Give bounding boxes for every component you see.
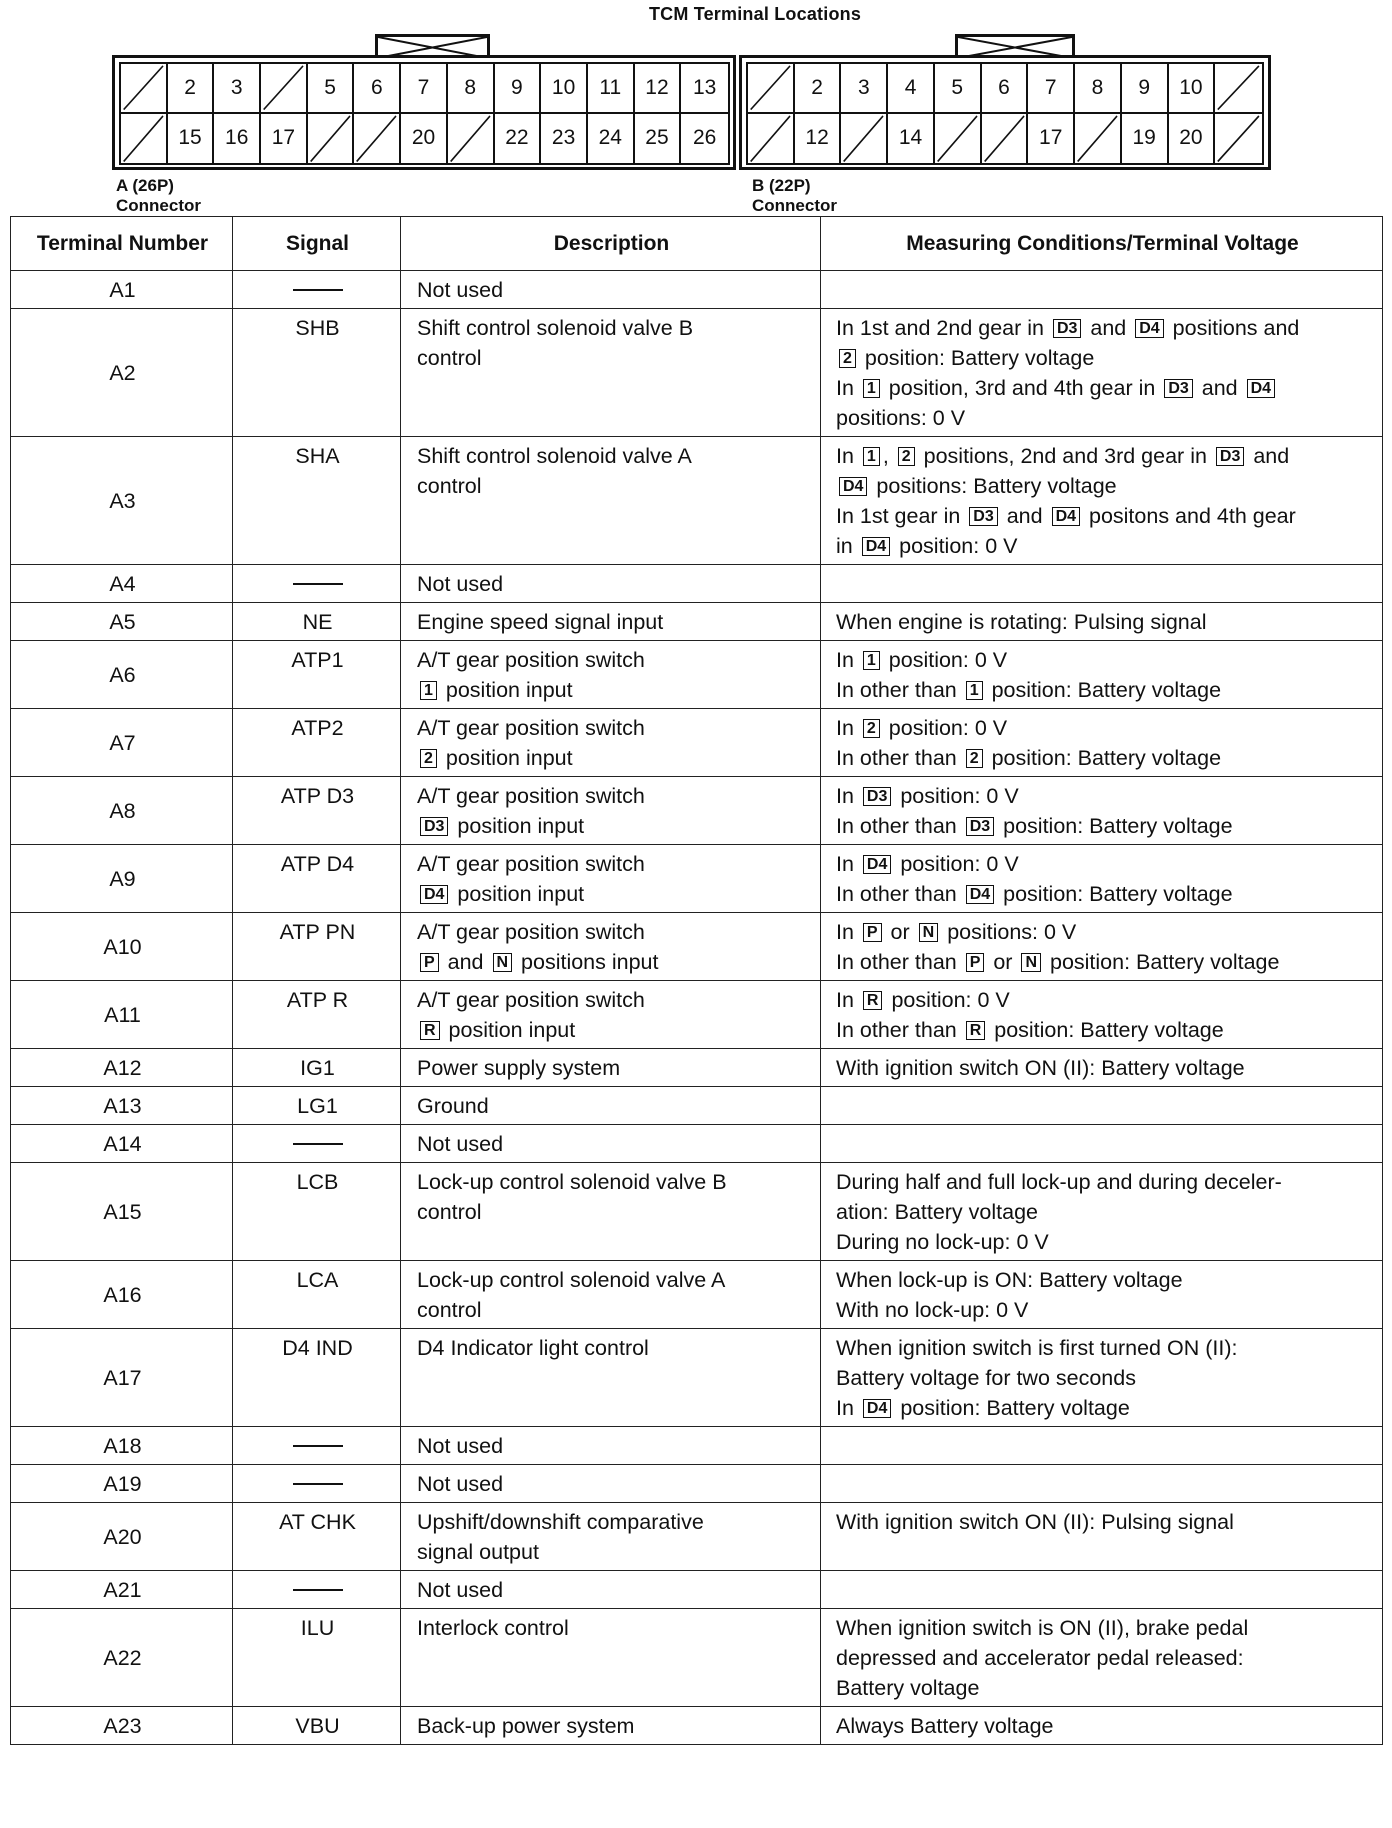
position-symbol-icon: 1 (863, 447, 880, 466)
connector-b-pin: 12 (795, 114, 842, 164)
terminal-cell: A23 (11, 1707, 233, 1745)
position-symbol-icon: R (966, 1021, 986, 1040)
position-symbol-icon: D4 (420, 885, 448, 904)
description-cell (401, 777, 821, 845)
text-line: control (417, 1298, 482, 1322)
connector-a-pin: 8 (448, 64, 495, 114)
table-row (11, 309, 1383, 437)
text-line: Shift control solenoid valve A (417, 444, 692, 468)
connector-b-pin: 9 (1122, 64, 1169, 114)
connector-a-pin: 22 (495, 114, 542, 164)
header-terminal-number: Terminal Number (11, 217, 233, 271)
terminal-cell: A4 (11, 565, 233, 603)
table-row (11, 777, 1383, 845)
text-line: When ignition switch is first turned ON (II): (836, 1336, 1238, 1360)
connector-a-pin: 11 (588, 64, 635, 114)
signal-cell: LG1 (233, 1087, 401, 1125)
description-cell (401, 565, 821, 603)
text-line: In P or N positions: 0 V (836, 920, 1077, 944)
position-symbol-icon: P (966, 953, 985, 972)
terminal-cell: A19 (11, 1465, 233, 1503)
description-cell (401, 1049, 821, 1087)
text-line: A/T gear position switch (417, 852, 645, 876)
description-cell (401, 1609, 821, 1707)
position-symbol-icon: 2 (420, 749, 437, 768)
terminal-cell: A1 (11, 271, 233, 309)
position-symbol-icon: D4 (966, 885, 994, 904)
description-cell (401, 1261, 821, 1329)
position-symbol-icon: R (863, 991, 883, 1010)
description-cell (401, 1465, 821, 1503)
connector-b-pin: 20 (1169, 114, 1216, 164)
connector-a-pin: 13 (681, 64, 728, 114)
connector-a-empty-pin (121, 114, 168, 164)
position-symbol-icon: D3 (863, 787, 891, 806)
text-line: In D4 position: 0 V (836, 852, 1019, 876)
measurement-cell (821, 565, 1383, 603)
connector-a-pin: 24 (588, 114, 635, 164)
connector-a-pin: 7 (401, 64, 448, 114)
position-symbol-icon: 1 (863, 379, 880, 398)
terminal-cell: A15 (11, 1163, 233, 1261)
text-line: During half and full lock-up and during deceler- (836, 1170, 1282, 1194)
text-line: R position input (417, 1015, 808, 1045)
terminal-cell: A13 (11, 1087, 233, 1125)
connector-a-pin: 10 (541, 64, 588, 114)
connector-b-empty-pin (748, 64, 795, 114)
dash-icon (293, 289, 343, 291)
terminal-cell: A10 (11, 913, 233, 981)
text-line: Not used (417, 572, 504, 596)
signal-cell: IG1 (233, 1049, 401, 1087)
connector-b-empty-pin (1215, 114, 1262, 164)
connector-b-pin: 4 (888, 64, 935, 114)
position-symbol-icon: D3 (1053, 319, 1081, 338)
measurement-cell (821, 1125, 1383, 1163)
text-line: When lock-up is ON: Battery voltage (836, 1268, 1183, 1292)
connector-a-pin: 15 (168, 114, 215, 164)
position-symbol-icon: 1 (863, 651, 880, 670)
text-line: 1 position input (417, 675, 808, 705)
table-row (11, 1465, 1383, 1503)
text-line: A/T gear position switch (417, 988, 645, 1012)
signal-cell: AT CHK (233, 1503, 401, 1571)
description-cell (401, 437, 821, 565)
measurement-cell (821, 777, 1383, 845)
terminal-cell: A16 (11, 1261, 233, 1329)
signal-cell (233, 1125, 401, 1163)
text-line: In 1 , 2 positions, 2nd and 3rd gear in D3 and (836, 444, 1290, 468)
measurement-cell (821, 1261, 1383, 1329)
text-line: In other than D4 position: Battery voltage (836, 882, 1233, 906)
position-symbol-icon: D4 (862, 537, 890, 556)
measurement-cell (821, 1465, 1383, 1503)
measurement-cell (821, 1427, 1383, 1465)
text-line: A/T gear position switch (417, 648, 645, 672)
table-row (11, 1261, 1383, 1329)
table-row (11, 271, 1383, 309)
connector-b-pin: 10 (1169, 64, 1216, 114)
measurement-cell (821, 603, 1383, 641)
text-line: Battery voltage (836, 1676, 980, 1700)
measurement-cell (821, 981, 1383, 1049)
terminal-cell: A7 (11, 709, 233, 777)
connector-b-pin: 6 (982, 64, 1029, 114)
connector-a-pin: 25 (635, 114, 682, 164)
connector-a-pin: 23 (541, 114, 588, 164)
text-line: In other than 1 position: Battery voltage (836, 678, 1222, 702)
position-symbol-icon: D3 (969, 507, 997, 526)
connector-a-empty-pin (308, 114, 355, 164)
description-cell (401, 709, 821, 777)
connector-b-empty-pin (982, 114, 1029, 164)
connector-a-label: A (26P) Connector (116, 176, 201, 215)
position-symbol-icon: D4 (863, 1399, 891, 1418)
signal-cell (233, 565, 401, 603)
signal-cell (233, 271, 401, 309)
connector-a-pin: 3 (214, 64, 261, 114)
position-symbol-icon: N (493, 953, 513, 972)
position-symbol-icon: D4 (839, 477, 867, 496)
table-body (11, 271, 1383, 1745)
text-line: control (417, 474, 482, 498)
table-row (11, 1049, 1383, 1087)
position-symbol-icon: 2 (898, 447, 915, 466)
text-line: positions: 0 V (836, 406, 966, 430)
dash-icon (293, 1143, 343, 1145)
dash-icon (293, 1483, 343, 1485)
text-line: Not used (417, 1472, 504, 1496)
connector-b-pin: 14 (888, 114, 935, 164)
table-header-row (11, 217, 1383, 271)
measurement-cell (821, 1329, 1383, 1427)
position-symbol-icon: P (863, 923, 882, 942)
table-row (11, 1503, 1383, 1571)
connector-b-pin: 8 (1075, 64, 1122, 114)
terminal-cell: A8 (11, 777, 233, 845)
measurement-cell (821, 1163, 1383, 1261)
text-line: In D4 position: Battery voltage (836, 1396, 1130, 1420)
description-cell (401, 1571, 821, 1609)
connector-b-empty-pin (748, 114, 795, 164)
measurement-cell (821, 1571, 1383, 1609)
measurement-cell (821, 641, 1383, 709)
text-line: A/T gear position switch (417, 920, 645, 944)
description-cell (401, 1329, 821, 1427)
text-line: D4 Indicator light control (417, 1336, 649, 1360)
signal-cell: LCB (233, 1163, 401, 1261)
position-symbol-icon: D3 (1216, 447, 1244, 466)
measurement-cell (821, 437, 1383, 565)
table-row (11, 1707, 1383, 1745)
text-line: Lock-up control solenoid valve B (417, 1170, 727, 1194)
signal-cell (233, 1571, 401, 1609)
description-cell (401, 913, 821, 981)
text-line: Power supply system (417, 1056, 621, 1080)
text-line: Lock-up control solenoid valve A (417, 1268, 726, 1292)
table-row (11, 1125, 1383, 1163)
text-line: Not used (417, 278, 504, 302)
description-cell (401, 1427, 821, 1465)
dash-icon (293, 1589, 343, 1591)
terminal-cell: A18 (11, 1427, 233, 1465)
signal-cell: SHB (233, 309, 401, 437)
measurement-cell (821, 1707, 1383, 1745)
connector-b-pin: 17 (1028, 114, 1075, 164)
terminal-cell: A9 (11, 845, 233, 913)
connector-a-pin: 12 (635, 64, 682, 114)
header-signal: Signal (233, 217, 401, 271)
signal-cell: NE (233, 603, 401, 641)
header-measuring-conditions: Measuring Conditions/Terminal Voltage (821, 217, 1383, 271)
terminal-cell: A22 (11, 1609, 233, 1707)
text-line: Not used (417, 1434, 504, 1458)
measurement-cell (821, 271, 1383, 309)
position-symbol-icon: 1 (966, 681, 983, 700)
table-row (11, 845, 1383, 913)
connector-a-pin: 16 (214, 114, 261, 164)
signal-cell: ATP PN (233, 913, 401, 981)
table-row (11, 1609, 1383, 1707)
table-row (11, 913, 1383, 981)
table-row (11, 709, 1383, 777)
signal-cell: ATP D3 (233, 777, 401, 845)
position-symbol-icon: D4 (863, 855, 891, 874)
description-cell (401, 271, 821, 309)
terminal-cell: A3 (11, 437, 233, 565)
connector-a-pin: 9 (495, 64, 542, 114)
position-symbol-icon: 2 (966, 749, 983, 768)
description-cell (401, 603, 821, 641)
signal-cell: ILU (233, 1609, 401, 1707)
text-line: A/T gear position switch (417, 716, 645, 740)
text-line: P and N positions input (417, 947, 808, 977)
text-line: control (417, 1200, 482, 1224)
table-row (11, 603, 1383, 641)
text-line: In other than R position: Battery voltage (836, 1018, 1224, 1042)
table-row (11, 1163, 1383, 1261)
table-row (11, 1571, 1383, 1609)
table-row (11, 565, 1383, 603)
text-line: When ignition switch is ON (II), brake pedal (836, 1616, 1249, 1640)
connector-b-pin: 3 (841, 64, 888, 114)
terminal-cell: A21 (11, 1571, 233, 1609)
text-line: In 1 position: 0 V (836, 648, 1008, 672)
connector-a-empty-pin (261, 64, 308, 114)
connector-a-empty-pin (448, 114, 495, 164)
text-line: Not used (417, 1132, 504, 1156)
dash-icon (293, 1445, 343, 1447)
table-row (11, 437, 1383, 565)
text-line: With no lock-up: 0 V (836, 1298, 1029, 1322)
position-symbol-icon: D4 (1247, 379, 1275, 398)
connector-b-empty-pin (1075, 114, 1122, 164)
text-line: Back-up power system (417, 1714, 635, 1738)
description-cell (401, 845, 821, 913)
text-line: Interlock control (417, 1616, 569, 1640)
description-cell (401, 981, 821, 1049)
position-symbol-icon: 1 (420, 681, 437, 700)
text-line: depressed and accelerator pedal released: (836, 1646, 1244, 1670)
measurement-cell (821, 309, 1383, 437)
text-line: In other than 2 position: Battery voltage (836, 746, 1222, 770)
text-line: Ground (417, 1094, 489, 1118)
measurement-cell (821, 913, 1383, 981)
text-line: A/T gear position switch (417, 784, 645, 808)
connector-b-pin: 19 (1122, 114, 1169, 164)
text-line: In D3 position: 0 V (836, 784, 1019, 808)
text-line: 2 position: Battery voltage (836, 343, 1370, 373)
text-line: 2 position input (417, 743, 808, 773)
text-line: D4 positions: Battery voltage (836, 471, 1370, 501)
connector-b-empty-pin (1215, 64, 1262, 114)
terminal-cell: A17 (11, 1329, 233, 1427)
measurement-cell (821, 1609, 1383, 1707)
position-symbol-icon: N (919, 923, 939, 942)
text-line: During no lock-up: 0 V (836, 1230, 1049, 1254)
text-line: Shift control solenoid valve B (417, 316, 694, 340)
position-symbol-icon: 2 (839, 349, 856, 368)
text-line: When engine is rotating: Pulsing signal (836, 610, 1207, 634)
description-cell (401, 1163, 821, 1261)
terminal-cell: A6 (11, 641, 233, 709)
measurement-cell (821, 845, 1383, 913)
text-line: Always Battery voltage (836, 1714, 1054, 1738)
table-row (11, 1329, 1383, 1427)
terminal-cell: A2 (11, 309, 233, 437)
text-line: D4 position input (417, 879, 808, 909)
signal-cell: ATP2 (233, 709, 401, 777)
description-cell (401, 1125, 821, 1163)
description-cell (401, 1707, 821, 1745)
connector-a-pin-grid (119, 62, 730, 165)
position-symbol-icon: D3 (420, 817, 448, 836)
measurement-cell (821, 1049, 1383, 1087)
diagram-title: TCM Terminal Locations (648, 4, 862, 24)
connector-b-empty-pin (935, 114, 982, 164)
measurement-cell (821, 1503, 1383, 1571)
connector-b-label: B (22P) Connector (752, 176, 837, 215)
terminal-cell: A5 (11, 603, 233, 641)
position-symbol-icon: D4 (1052, 507, 1080, 526)
text-line: D3 position input (417, 811, 808, 841)
position-symbol-icon: R (420, 1021, 440, 1040)
text-line: ation: Battery voltage (836, 1200, 1038, 1224)
connector-a-pin: 17 (261, 114, 308, 164)
table-row (11, 1427, 1383, 1465)
connector-a-empty-pin (121, 64, 168, 114)
terminal-cell: A11 (11, 981, 233, 1049)
text-line: In other than P or N position: Battery voltage (836, 950, 1280, 974)
connector-a-pin: 20 (401, 114, 448, 164)
table-row (11, 981, 1383, 1049)
signal-cell: ATP R (233, 981, 401, 1049)
signal-cell: LCA (233, 1261, 401, 1329)
connector-a-pin: 5 (308, 64, 355, 114)
measurement-cell (821, 709, 1383, 777)
connector-b-pin: 7 (1028, 64, 1075, 114)
connector-a-pin: 6 (354, 64, 401, 114)
connector-b-pin-grid (746, 62, 1264, 165)
signal-cell: SHA (233, 437, 401, 565)
connector-a-empty-pin (354, 114, 401, 164)
terminal-table (10, 216, 1383, 1745)
text-line: Upshift/downshift comparative (417, 1510, 704, 1534)
terminal-cell: A20 (11, 1503, 233, 1571)
connector-a-pin: 2 (168, 64, 215, 114)
description-cell (401, 309, 821, 437)
dash-icon (293, 583, 343, 585)
signal-cell (233, 1427, 401, 1465)
description-cell (401, 1087, 821, 1125)
text-line: Not used (417, 1578, 504, 1602)
description-cell (401, 1503, 821, 1571)
table-row (11, 641, 1383, 709)
text-line: In other than D3 position: Battery voltage (836, 814, 1233, 838)
measurement-cell (821, 1087, 1383, 1125)
connector-b-pin: 2 (795, 64, 842, 114)
signal-cell: D4 IND (233, 1329, 401, 1427)
text-line: With ignition switch ON (II): Battery voltage (836, 1056, 1245, 1080)
signal-cell: ATP D4 (233, 845, 401, 913)
signal-cell (233, 1465, 401, 1503)
text-line: With ignition switch ON (II): Pulsing signal (836, 1510, 1234, 1534)
signal-cell: VBU (233, 1707, 401, 1745)
text-line: signal output (417, 1540, 539, 1564)
header-description: Description (401, 217, 821, 271)
text-line: In 2 position: 0 V (836, 716, 1008, 740)
position-symbol-icon: N (1021, 953, 1041, 972)
text-line: In R position: 0 V (836, 988, 1010, 1012)
terminal-cell: A12 (11, 1049, 233, 1087)
text-line: Battery voltage for two seconds (836, 1366, 1136, 1390)
position-symbol-icon: P (420, 953, 439, 972)
connector-b-empty-pin (841, 114, 888, 164)
position-symbol-icon: D4 (1135, 319, 1163, 338)
text-line: In 1st and 2nd gear in D3 and D4 positions and (836, 316, 1300, 340)
text-line: control (417, 346, 482, 370)
position-symbol-icon: 2 (863, 719, 880, 738)
table-row (11, 1087, 1383, 1125)
description-cell (401, 641, 821, 709)
connector-b-pin: 5 (935, 64, 982, 114)
text-line: Engine speed signal input (417, 610, 664, 634)
signal-cell: ATP1 (233, 641, 401, 709)
position-symbol-icon: D3 (966, 817, 994, 836)
text-line: in D4 position: 0 V (836, 534, 1018, 558)
text-line: In 1 position, 3rd and 4th gear in D3 and D4 (836, 373, 1370, 403)
connector-a-pin: 26 (681, 114, 728, 164)
text-line: In 1st gear in D3 and D4 positons and 4th gear (836, 504, 1296, 528)
position-symbol-icon: D3 (1164, 379, 1192, 398)
terminal-cell: A14 (11, 1125, 233, 1163)
